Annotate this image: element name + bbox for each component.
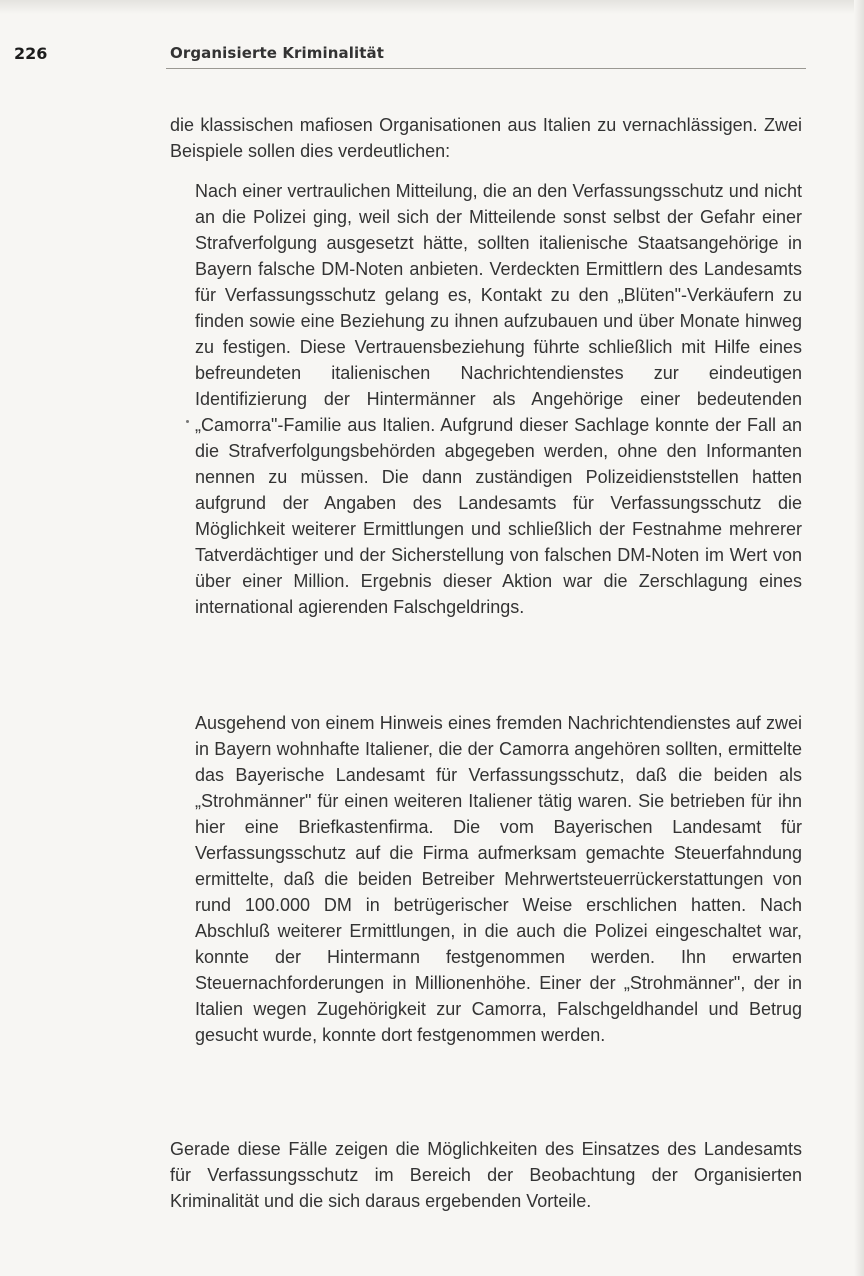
scan-speck: [186, 420, 189, 423]
page-number: 226: [14, 44, 48, 63]
running-title: Organisierte Kriminalität: [170, 44, 385, 62]
header-rule: [166, 68, 806, 69]
example-paragraph-2: Ausgehend von einem Hinweis eines fremden Nachrichtendienstes auf zwei in Bayern wohnhafte Italiener, die der Camorra angehören sollten, ermittelte das Bayerische Landesamt für Verfassungsschutz, daß die beiden als „Strohmänner" für einen weiteren Italiener tätig waren. Sie betrieben für ihn hier eine Briefkastenfirma. Die vom Bayerischen Landesamt für Verfassungsschutz auf die Firma aufmerksam gemachte Steuerfahndung ermittelte, daß die beiden Betreiber Mehrwertsteuerrückerstattungen von rund 100.000 DM in betrügerischer Weise erschlichen hatten. Nach Abschluß weiterer Ermittlungen, in die auch die Polizei eingeschaltet war, konnte der Hintermann festgenommen werden. Ihn erwarten Steuernachforderungen in Millionenhöhe. Einer der „Strohmänner", der in Italien wegen Zugehörigkeit zur Camorra, Falschgeldhandel und Betrug gesucht wurde, konnte dort festgenommen werden.: [195, 713, 802, 1045]
running-header: [0, 44, 864, 68]
intro-paragraph: die klassischen mafiosen Organisationen aus Italien zu vernachlässigen. Zwei Beispiele sollen dies verdeutlichen:: [170, 115, 802, 161]
closing-paragraph: Gerade diese Fälle zeigen die Möglichkeiten des Einsatzes des Landesamts für Verfassungsschutz im Bereich der Beobachtung der Organisierten Kriminalität und die sich daraus ergebenden Vorteile.: [170, 1139, 802, 1211]
example-paragraph-1: Nach einer vertraulichen Mitteilung, die an den Verfassungsschutz und nicht an die Polizei ging, weil sich der Mitteilende sonst selbst der Gefahr einer Strafverfolgung ausgesetzt hätte, sollten italienische Staatsangehörige in Bayern falsche DM-Noten anbieten. Verdeckten Ermittlern des Landesamts für Verfassungsschutz gelang es, Kontakt zu den „Blüten"-Verkäufern zu finden sowie eine Beziehung zu ihnen aufzubauen und über Monate hinweg zu festigen. Diese Vertrauensbeziehung führte schließlich mit Hilfe eines befreundeten italienischen Nachrichtendienstes zur eindeutigen Identifizierung der Hintermänner als Angehörige einer bedeutenden „Camorra"-Familie aus Italien. Aufgrund dieser Sachlage konnte der Fall an die Strafverfolgungsbehörden abgegeben werden, ohne den Informanten nennen zu müssen. Die dann zuständigen Polizeidienststellen hatten aufgrund der Angaben des Landesamts für Verfassungsschutz die Möglichkeit weiterer Ermittlungen und schließlich der Festnahme mehrerer Tatverdächtiger und der Sicherstellung von falschen DM-Noten im Wert von über einer Million. Ergebnis dieser Aktion war die Zerschlagung eines international agierenden Falschgeldrings.: [195, 181, 802, 617]
page-edge-shadow: [854, 0, 864, 1276]
page-top-shadow: [0, 0, 864, 14]
